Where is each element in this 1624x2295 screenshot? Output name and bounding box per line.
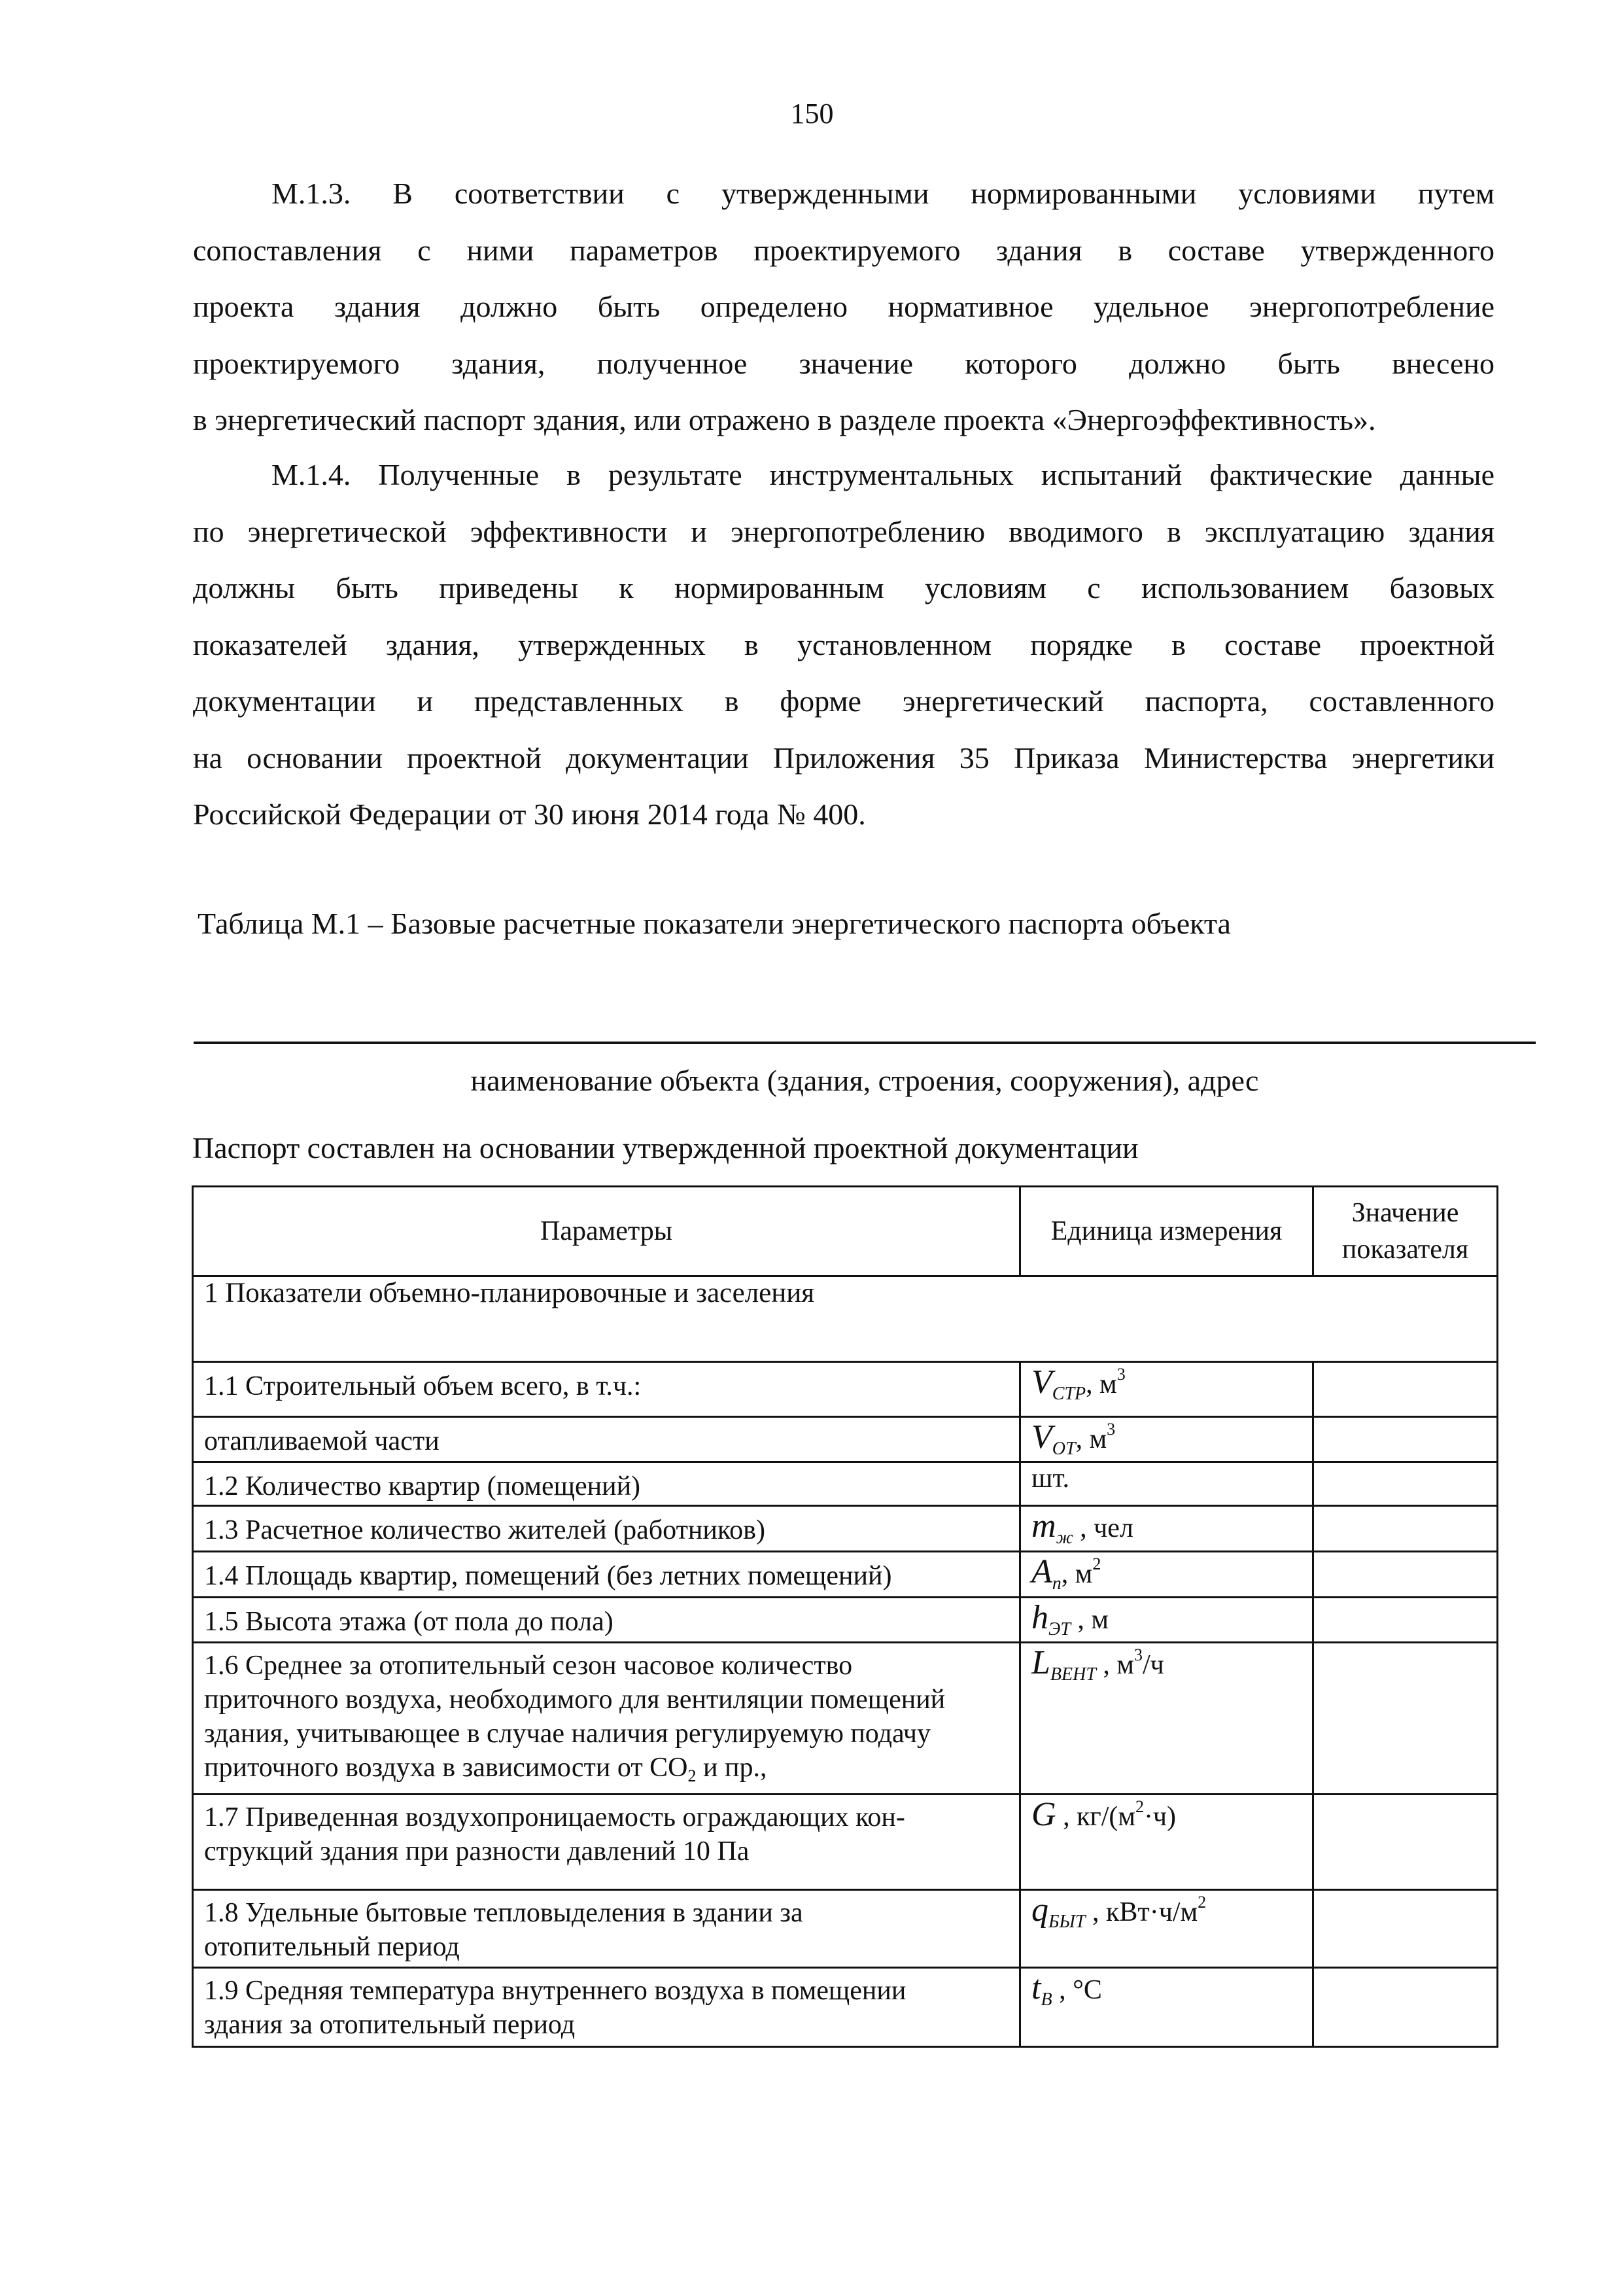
unit-text: , м	[1061, 1559, 1093, 1589]
paragraph-line: на основании проектной документации Приложения 35 Приказа Министерства энергетики	[193, 741, 1494, 775]
unit-symbol: G	[1031, 1796, 1056, 1833]
paragraph-line: документации и представленных в форме энергетический паспорта, составленного	[193, 684, 1494, 718]
unit-text: /ч	[1143, 1650, 1164, 1680]
param-line: 1.4 Площадь квартир, помещений (без летних помещений)	[204, 1561, 892, 1591]
unit-symbol: h	[1031, 1599, 1048, 1636]
param-line: 1.8 Удельные бытовые тепловыделения в здании за	[204, 1898, 803, 1928]
unit-text: , кВт·ч/м	[1085, 1897, 1198, 1927]
unit-symbol: t	[1031, 1969, 1041, 2006]
param-line: 1.6 Среднее за отопительный сезон часовое количество	[204, 1651, 853, 1681]
header-value-line: Значение	[1351, 1198, 1459, 1228]
param-line: здания за отопительный период	[204, 2010, 576, 2040]
table-row	[193, 1643, 1498, 1795]
paragraph-line: в энергетический паспорт здания, или отражено в разделе проекта «Энергоэффективность».	[193, 403, 1376, 436]
unit-subscript: СТР	[1052, 1384, 1086, 1404]
value-cell	[1313, 1968, 1498, 2047]
param-line: отопительный период	[204, 1932, 460, 1962]
table-row	[193, 1552, 1498, 1598]
unit-cell	[1020, 1795, 1313, 1890]
unit-subscript: БЫТ	[1048, 1912, 1086, 1932]
value-cell	[1313, 1643, 1498, 1795]
value-cell	[1313, 1462, 1498, 1506]
unit-cell	[1020, 1462, 1313, 1506]
unit-text: ·ч)	[1143, 1802, 1177, 1832]
unit-superscript: 3	[1107, 1420, 1116, 1439]
param-line: 1.1 Строительный объем всего, в т.ч.:	[204, 1371, 642, 1401]
unit-symbol: m	[1031, 1507, 1056, 1545]
paragraph-m-1-4	[193, 447, 1494, 843]
unit-symbol: V	[1031, 1363, 1052, 1401]
unit-cell	[1020, 1890, 1313, 1968]
param-cell	[193, 1795, 1020, 1890]
param-cell	[193, 1552, 1020, 1598]
table-caption: Таблица М.1 – Базовые расчетные показатели энергетического паспорта объекта	[198, 907, 1231, 940]
unit-text: , чел	[1073, 1513, 1133, 1543]
header-value	[1313, 1187, 1498, 1276]
paragraph-line: Российской Федерации от 30 июня 2014 года № 400.	[193, 797, 866, 831]
table-row	[193, 1795, 1498, 1890]
paragraph-line: показателей здания, утвержденных в установленном порядке в составе проектной	[193, 627, 1494, 661]
param-line: 1.5 Высота этажа (от пола до пола)	[204, 1607, 613, 1637]
paragraph-line: М.1.3. В соответствии с утвержденными нормированными условиями путем	[271, 177, 1494, 210]
unit-cell	[1020, 1362, 1313, 1417]
paragraph-line: сопоставления с ними параметров проектируемого здания в составе утвержденного	[193, 233, 1494, 267]
value-cell	[1313, 1506, 1498, 1552]
object-name-line	[194, 1042, 1536, 1044]
value-cell	[1313, 1598, 1498, 1643]
param-cell	[193, 1362, 1020, 1417]
unit-subscript: п	[1052, 1573, 1062, 1594]
param-cell	[193, 1506, 1020, 1552]
unit-subscript: ВЕНТ	[1050, 1664, 1096, 1685]
paragraph-line: по энергетической эффективности и энергопотреблению вводимого в эксплуатацию здания	[193, 514, 1494, 548]
value-cell	[1313, 1362, 1498, 1417]
paragraph-line: проекта здания должно быть определено нормативное удельное энергопотребление	[193, 290, 1494, 323]
unit-subscript: ж	[1056, 1528, 1073, 1548]
unit-text: , м	[1086, 1369, 1117, 1399]
section-row	[193, 1276, 1498, 1362]
unit-symbol: A	[1031, 1553, 1052, 1590]
object-name-caption: наименование объекта (здания, строения, сооружения), адрес	[470, 1064, 1259, 1097]
paragraph-line: М.1.4. Полученные в результате инструментальных испытаний фактические данные	[271, 458, 1494, 491]
param-cell	[193, 1643, 1020, 1795]
param-cell	[193, 1598, 1020, 1643]
unit-subscript: ОТ	[1052, 1439, 1076, 1459]
unit-cell	[1020, 1598, 1313, 1643]
co2-subscript: 2	[687, 1766, 697, 1785]
passport-note: Паспорт составлен на основании утвержденной проектной документации	[192, 1131, 1139, 1165]
unit-cell	[1020, 1417, 1313, 1462]
value-cell	[1313, 1552, 1498, 1598]
paragraph-line: должны быть приведены к нормированным условиям с использованием базовых	[193, 571, 1494, 604]
param-line: 1.9 Средняя температура внутреннего воздуха в помещении	[204, 1976, 907, 2006]
unit-text: , °С	[1052, 1975, 1102, 2005]
table-row	[193, 1890, 1498, 1968]
param-line: 1.7 Приведенная воздухопроницаемость ограждающих кон-	[204, 1802, 905, 1832]
table-row	[193, 1968, 1498, 2047]
param-cell	[193, 1968, 1020, 2047]
unit-symbol: q	[1031, 1891, 1048, 1929]
param-line: приточного воздуха, необходимого для вентиляции помещений	[204, 1685, 946, 1715]
energy-passport-table	[192, 1185, 1498, 2048]
page-number: 150	[790, 97, 834, 130]
param-line: приточного воздуха в зависимости от CO	[204, 1753, 688, 1783]
unit-cell	[1020, 1968, 1313, 2047]
table-row	[193, 1506, 1498, 1552]
section-title: 1 Показатели объемно-планировочные и заселения	[193, 1276, 1498, 1362]
value-cell	[1313, 1417, 1498, 1462]
value-cell	[1313, 1890, 1498, 1968]
header-value-line: показателя	[1341, 1235, 1469, 1265]
param-line: 1.2 Количество квартир (помещений)	[204, 1471, 641, 1501]
table-row	[193, 1417, 1498, 1462]
param-cell	[193, 1462, 1020, 1506]
unit-cell	[1020, 1552, 1313, 1598]
param-line: и пр.,	[696, 1753, 767, 1783]
unit-superscript: 2	[1135, 1797, 1144, 1816]
unit-symbol: L	[1031, 1644, 1050, 1681]
unit-text: , м	[1096, 1650, 1134, 1680]
unit-text: , м	[1075, 1424, 1107, 1454]
param-cell	[193, 1890, 1020, 1968]
paragraph-m-1-3	[193, 166, 1494, 449]
unit-superscript: 2	[1092, 1554, 1101, 1573]
unit-text: шт.	[1031, 1463, 1070, 1494]
param-line: 1.3 Расчетное количество жителей (работников)	[204, 1515, 765, 1545]
unit-superscript: 2	[1198, 1893, 1207, 1912]
header-unit: Единица измерения	[1020, 1187, 1313, 1276]
paragraph-line: проектируемого здания, полученное значение которого должно быть внесено	[193, 346, 1494, 380]
table-header-row	[193, 1187, 1498, 1276]
param-line: здания, учитывающее в случае наличия регулируемую подачу	[204, 1719, 931, 1749]
unit-text: , м	[1070, 1605, 1109, 1635]
unit-subscript: В	[1041, 1989, 1052, 2010]
table-row	[193, 1362, 1498, 1417]
unit-subscript: ЭТ	[1048, 1619, 1071, 1639]
unit-superscript: 3	[1116, 1365, 1126, 1384]
unit-symbol: V	[1031, 1418, 1052, 1456]
unit-superscript: 3	[1134, 1645, 1143, 1664]
param-line: отапливаемой части	[204, 1426, 440, 1456]
table-row	[193, 1598, 1498, 1643]
table-row	[193, 1462, 1498, 1506]
header-params: Параметры	[193, 1187, 1020, 1276]
unit-cell	[1020, 1643, 1313, 1795]
unit-text: , кг/(м	[1056, 1802, 1135, 1832]
unit-cell	[1020, 1506, 1313, 1552]
param-line: струкций здания при разности давлений 10 Па	[204, 1836, 750, 1866]
value-cell	[1313, 1795, 1498, 1890]
param-cell	[193, 1417, 1020, 1462]
